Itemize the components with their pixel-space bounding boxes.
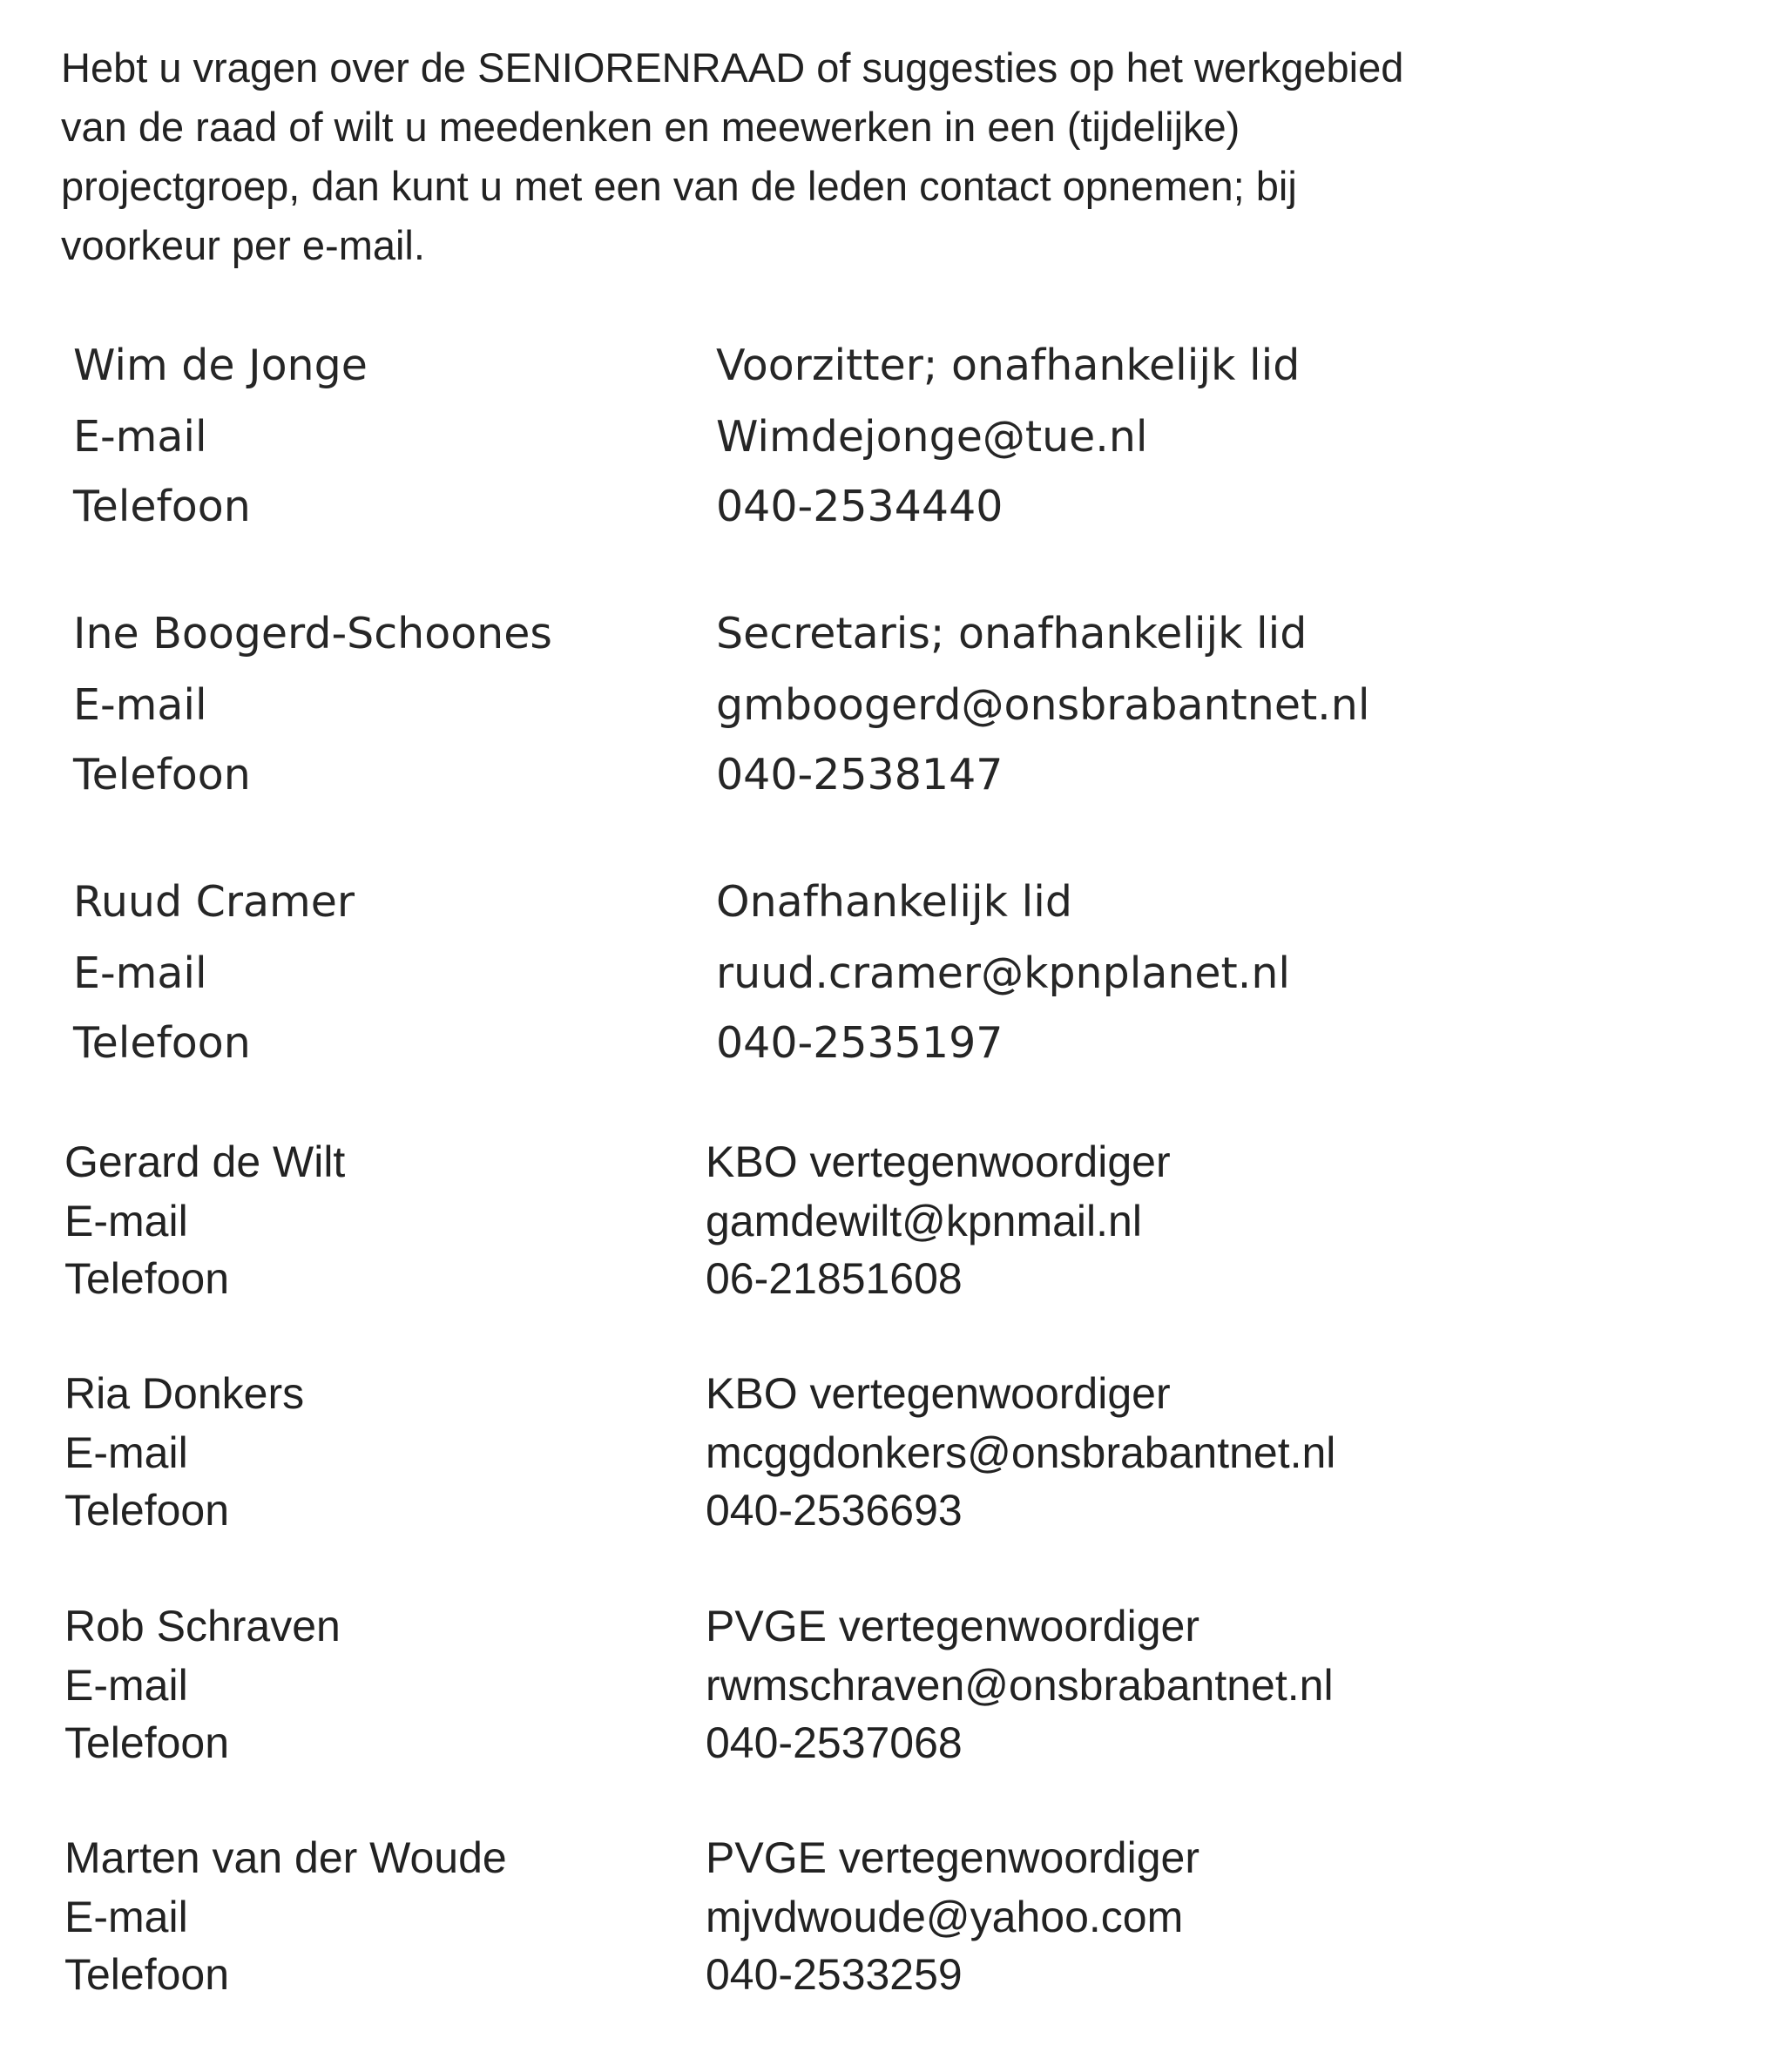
contact-name-row [0, 1596, 1784, 1656]
email-address[interactable]: gamdewilt@kpnmail.nl [706, 1197, 1142, 1245]
contact-email-row [0, 1887, 1784, 1947]
contact-email-row [0, 939, 1784, 1009]
contact-phone-row [0, 472, 1784, 542]
contact-name-row [0, 1364, 1784, 1423]
phone-number: 040-2537068 [706, 1718, 963, 1767]
email-address[interactable]: mjvdwoude@yahoo.com [706, 1893, 1184, 1941]
contact-role: Secretaris; onafhankelijk lid [716, 609, 1308, 658]
contact-email-row [0, 671, 1784, 740]
contact-name: Rob Schraven [64, 1602, 341, 1650]
contact-email-row [0, 1656, 1784, 1715]
contact-phone-row [0, 1945, 1784, 2004]
email-address[interactable]: rwmschraven@onsbrabantnet.nl [706, 1661, 1334, 1710]
contact-name-row [0, 1828, 1784, 1887]
contact-name: Wim de Jonge [73, 341, 368, 390]
contact-name: Ruud Cramer [73, 877, 355, 927]
email-label: E-mail [73, 948, 207, 998]
contact-role: PVGE vertegenwoordiger [706, 1833, 1199, 1882]
phone-label: Telefoon [64, 1254, 230, 1303]
phone-number: 040-2533259 [706, 1950, 963, 1999]
phone-number: 06-21851608 [706, 1254, 963, 1303]
contact-name: Marten van der Woude [64, 1833, 507, 1882]
phone-number: 040-2536693 [706, 1486, 963, 1535]
email-label: E-mail [64, 1428, 188, 1477]
email-address[interactable]: gmboogerd@onsbrabantnet.nl [716, 680, 1370, 730]
contact-phone-row [0, 740, 1784, 810]
contact-role: PVGE vertegenwoordiger [706, 1602, 1199, 1650]
contact-role: Voorzitter; onafhankelijk lid [716, 341, 1301, 390]
email-label: E-mail [64, 1661, 188, 1710]
contact-phone-row [0, 1713, 1784, 1772]
phone-label: Telefoon [64, 1950, 230, 1999]
contact-role: KBO vertegenwoordiger [706, 1369, 1171, 1418]
phone-label: Telefoon [73, 482, 251, 531]
email-address[interactable]: mcggdonkers@onsbrabantnet.nl [706, 1428, 1336, 1477]
intro-line: van de raad of wilt u meedenken en meewerken in een (tijdelijke) [61, 104, 1240, 150]
phone-label: Telefoon [73, 750, 251, 800]
contact-email-row [0, 402, 1784, 472]
intro-line: projectgroep, dan kunt u met een van de leden contact opnemen; bij [61, 163, 1297, 209]
contact-phone-row [0, 1249, 1784, 1308]
contact-email-row [0, 1423, 1784, 1482]
contact-email-row [0, 1191, 1784, 1251]
email-label: E-mail [64, 1893, 188, 1941]
contact-role: Onafhankelijk lid [716, 877, 1072, 927]
email-address[interactable]: Wimdejonge@tue.nl [716, 412, 1148, 462]
contact-phone-row [0, 1009, 1784, 1078]
phone-number: 040-2535197 [716, 1018, 1004, 1068]
contact-name: Gerard de Wilt [64, 1137, 346, 1186]
email-address[interactable]: ruud.cramer@kpnplanet.nl [716, 948, 1291, 998]
email-label: E-mail [64, 1197, 188, 1245]
contact-name-row [0, 599, 1784, 669]
email-label: E-mail [73, 412, 207, 462]
contact-name-row [0, 331, 1784, 401]
contact-name-row [0, 1132, 1784, 1191]
contact-name: Ine Boogerd-Schoones [73, 609, 552, 658]
contact-name: Ria Donkers [64, 1369, 305, 1418]
email-label: E-mail [73, 680, 207, 730]
phone-number: 040-2538147 [716, 750, 1004, 800]
phone-label: Telefoon [73, 1018, 251, 1068]
contact-name-row [0, 867, 1784, 937]
intro-line: Hebt u vragen over de SENIORENRAAD of suggesties op het werkgebied [61, 44, 1404, 91]
phone-label: Telefoon [64, 1486, 230, 1535]
phone-number: 040-2534440 [716, 482, 1004, 531]
phone-label: Telefoon [64, 1718, 230, 1767]
intro-line: voorkeur per e-mail. [61, 222, 425, 268]
contact-phone-row [0, 1481, 1784, 1540]
contact-role: KBO vertegenwoordiger [706, 1137, 1171, 1186]
